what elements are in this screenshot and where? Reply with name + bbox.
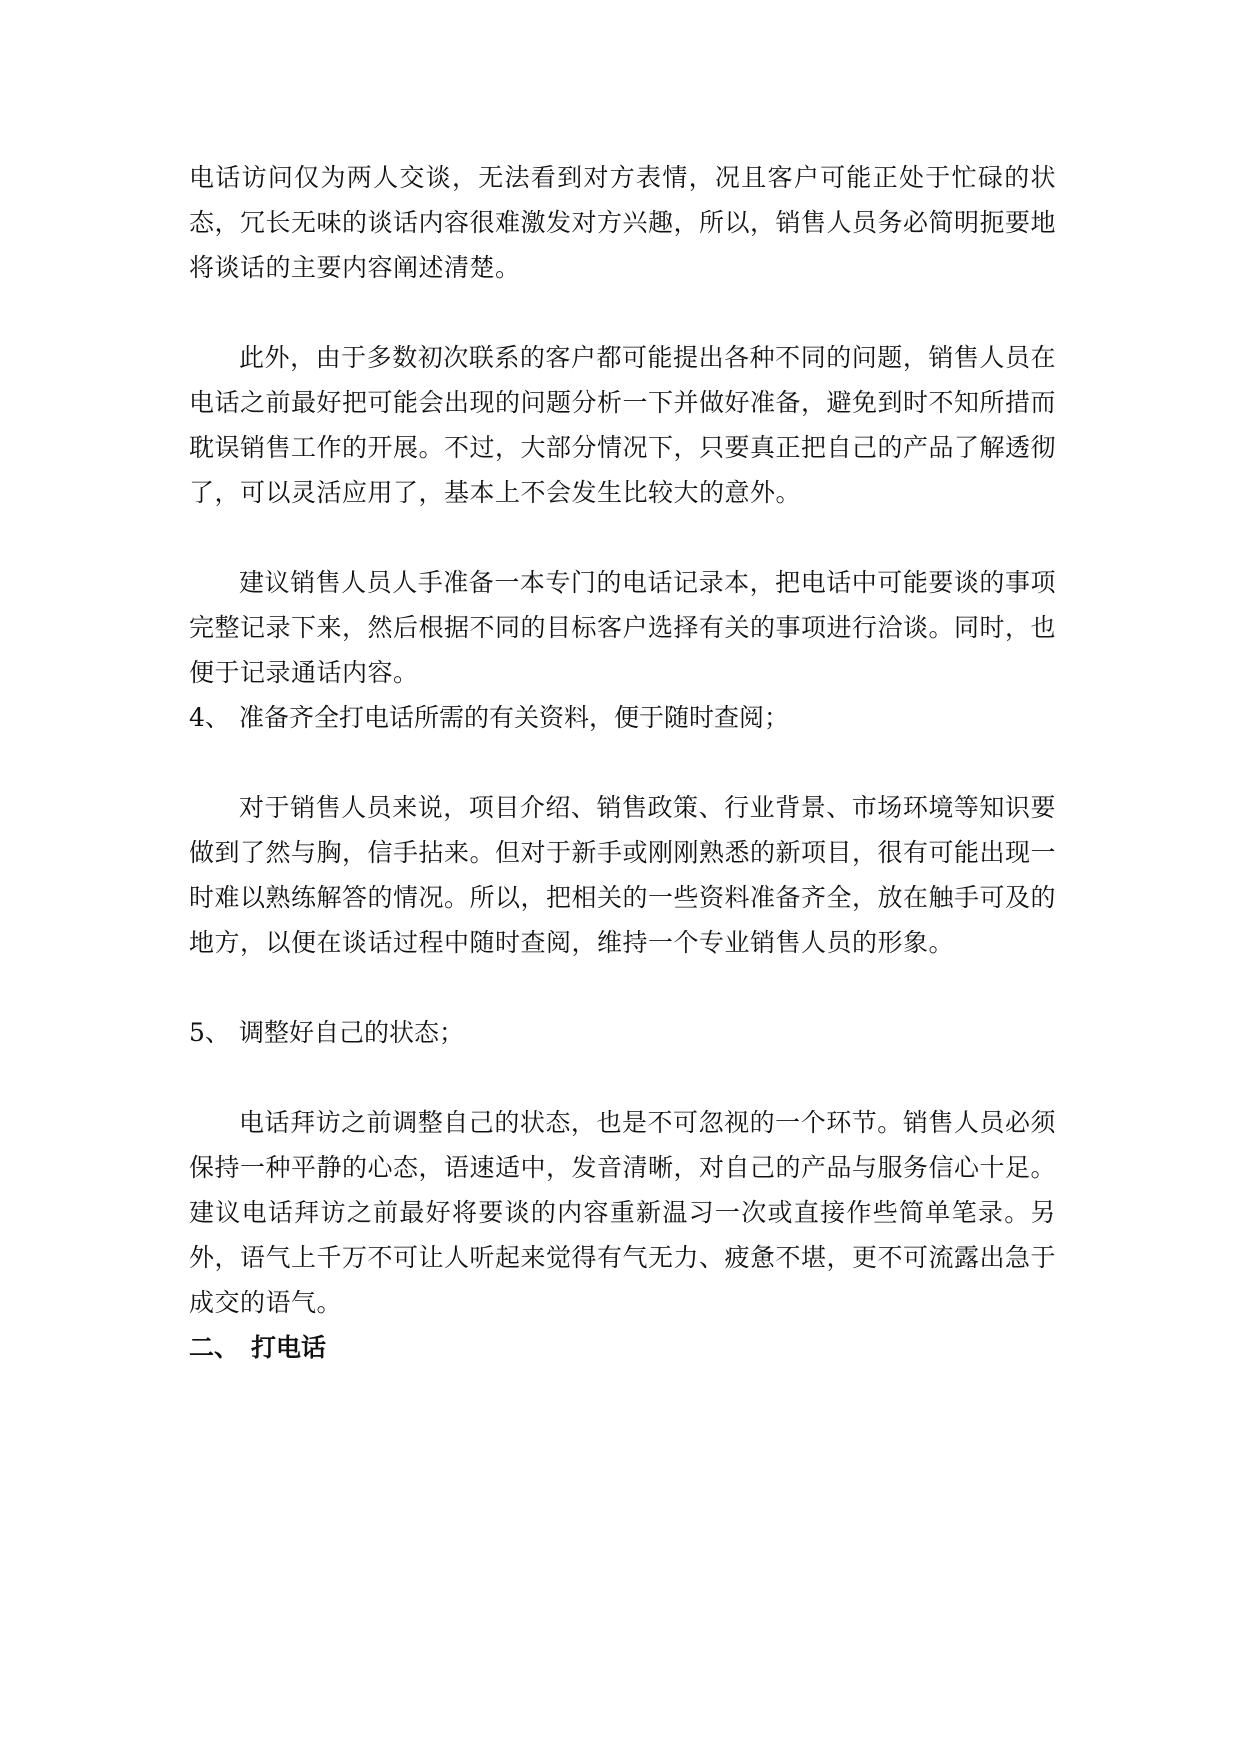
- paragraph-materials-ready: 对于销售人员来说，项目介绍、销售政策、行业背景、市场环境等知识要做到了然与胸，信手拈来。但对于新手或刚刚熟悉的新项目，很有可能出现一时难以熟练解答的情况。所以，把相关的一些资料准备齐全，放在触手可及的地方，以便在谈话过程中随时查阅，维持一个专业销售人员的形象。: [189, 793, 1057, 957]
- paragraph-phone-visit-brevity: 电话访问仅为两人交谈，无法看到对方表情，况且客户可能正处于忙碌的状态，冗长无味的谈话内容很难激发对方兴趣，所以，销售人员务必简明扼要地将谈话的主要内容阐述清楚。: [189, 163, 1057, 282]
- list-item-4-text: 准备齐全打电话所需的有关资料，便于随时查阅；: [239, 703, 790, 732]
- list-item-5-number: 5、: [189, 1018, 230, 1047]
- list-item-5-text: 调整好自己的状态；: [239, 1018, 465, 1047]
- list-item-4-number: 4、: [189, 703, 230, 732]
- paragraph-prepare-questions: 此外，由于多数初次联系的客户都可能提出各种不同的问题，销售人员在电话之前最好把可能会出现的问题分析一下并做好准备，避免到时不知所措而耽误销售工作的开展。不过，大部分情况下，只要真正把自己的产品了解透彻了，可以灵活应用了，基本上不会发生比较大的意外。: [189, 343, 1057, 507]
- list-item-5: [189, 1010, 1056, 1055]
- paragraph-adjust-state: 电话拜访之前调整自己的状态，也是不可忽视的一个环节。销售人员必须保持一种平静的心态，语速适中，发音清晰，对自己的产品与服务信心十足。建议电话拜访之前最好将要谈的内容重新温习一次或直接作些简单笔录。另外，语气上千万不可让人听起来觉得有气无力、疲惫不堪，更不可流露出急于成交的语气。: [189, 1108, 1057, 1317]
- section-heading-number: 二、: [189, 1333, 240, 1362]
- section-heading-make-call: [189, 1325, 1056, 1370]
- list-item-4: [189, 695, 1056, 740]
- section-heading-title: 打电话: [251, 1333, 327, 1362]
- paragraph-call-notebook: 建议销售人员人手准备一本专门的电话记录本，把电话中可能要谈的事项完整记录下来，然后根据不同的目标客户选择有关的事项进行洽谈。同时，也便于记录通话内容。: [189, 568, 1057, 687]
